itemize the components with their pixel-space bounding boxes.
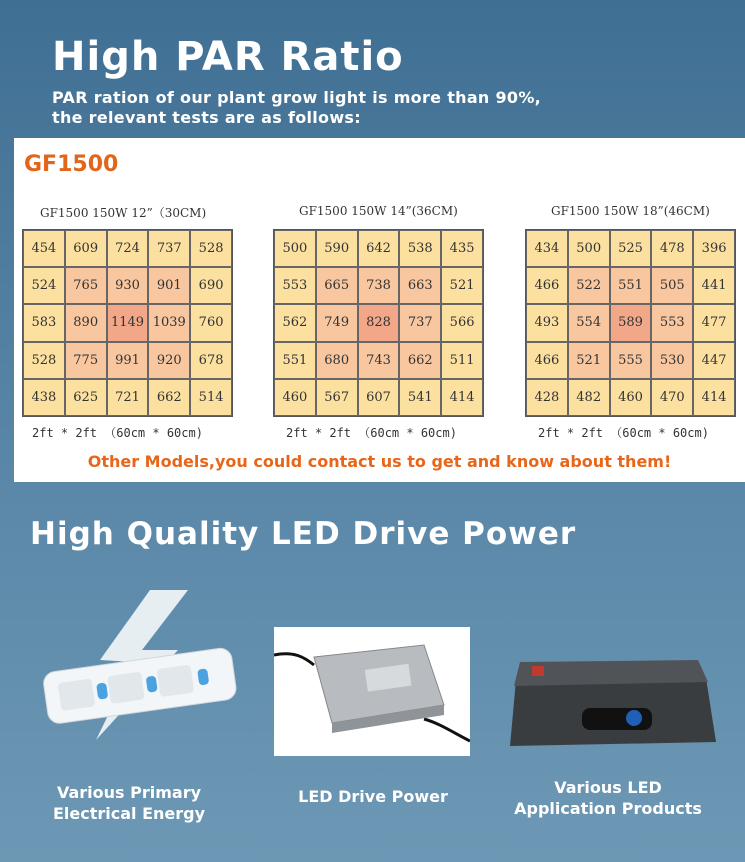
table-cell: 434 bbox=[526, 230, 568, 267]
table-cell: 538 bbox=[399, 230, 441, 267]
contact-note: Other Models,you could contact us to get and know about them! bbox=[87, 452, 672, 471]
led-product-image bbox=[508, 650, 723, 755]
table-cell: 562 bbox=[274, 304, 316, 341]
table-cell: 521 bbox=[441, 267, 483, 304]
table-cell: 721 bbox=[107, 379, 149, 416]
table-cell: 583 bbox=[23, 304, 65, 341]
table-cell: 528 bbox=[23, 342, 65, 379]
table-cell: 414 bbox=[441, 379, 483, 416]
table-cell: 414 bbox=[693, 379, 735, 416]
table-cell: 493 bbox=[526, 304, 568, 341]
table-cell: 663 bbox=[399, 267, 441, 304]
table-cell: 920 bbox=[148, 342, 190, 379]
table-cell: 466 bbox=[526, 267, 568, 304]
table-cell: 438 bbox=[23, 379, 65, 416]
subtitle-line-2: the relevant tests are as follows: bbox=[52, 108, 361, 127]
par-table-36cm bbox=[273, 229, 484, 417]
products-label: Various LED Application Products bbox=[514, 778, 702, 818]
table-footer: 2ft * 2ft （60cm * 60cm) bbox=[538, 426, 709, 440]
table-cell: 528 bbox=[190, 230, 232, 267]
table-cell: 460 bbox=[274, 379, 316, 416]
table-cell: 447 bbox=[693, 342, 735, 379]
table-caption: GF1500 150W 14”(36CM) bbox=[299, 204, 458, 218]
table-cell: 743 bbox=[358, 342, 400, 379]
table-cell: 466 bbox=[526, 342, 568, 379]
table-cell: 760 bbox=[190, 304, 232, 341]
table-cell: 737 bbox=[399, 304, 441, 341]
table-cell: 678 bbox=[190, 342, 232, 379]
table-cell: 930 bbox=[107, 267, 149, 304]
table-cell: 567 bbox=[316, 379, 358, 416]
table-cell: 749 bbox=[316, 304, 358, 341]
table-cell: 738 bbox=[358, 267, 400, 304]
table-cell: 609 bbox=[65, 230, 107, 267]
table-cell: 522 bbox=[568, 267, 610, 304]
table-cell: 555 bbox=[610, 342, 652, 379]
table-cell: 680 bbox=[316, 342, 358, 379]
table-cell: 396 bbox=[693, 230, 735, 267]
table-cell: 530 bbox=[651, 342, 693, 379]
table-cell: 775 bbox=[65, 342, 107, 379]
table-cell: 460 bbox=[610, 379, 652, 416]
table-cell: 428 bbox=[526, 379, 568, 416]
table-cell: 890 bbox=[65, 304, 107, 341]
table-cell: 590 bbox=[316, 230, 358, 267]
table-cell: 665 bbox=[316, 267, 358, 304]
par-table-30cm bbox=[22, 229, 233, 417]
table-cell: 1149 bbox=[107, 304, 149, 341]
led-driver-photo bbox=[274, 627, 470, 756]
table-cell: 828 bbox=[358, 304, 400, 341]
table-cell: 478 bbox=[651, 230, 693, 267]
section-title: High Quality LED Drive Power bbox=[30, 516, 577, 552]
table-cell: 524 bbox=[23, 267, 65, 304]
table-cell: 690 bbox=[190, 267, 232, 304]
table-cell: 482 bbox=[568, 379, 610, 416]
power-strip-image bbox=[38, 590, 238, 750]
par-test-panel bbox=[14, 138, 745, 482]
table-cell: 454 bbox=[23, 230, 65, 267]
table-cell: 553 bbox=[274, 267, 316, 304]
page-title: High PAR Ratio bbox=[52, 34, 404, 80]
table-footer: 2ft * 2ft （60cm * 60cm) bbox=[32, 426, 203, 440]
table-cell: 991 bbox=[107, 342, 149, 379]
table-cell: 435 bbox=[441, 230, 483, 267]
table-cell: 589 bbox=[610, 304, 652, 341]
table-cell: 607 bbox=[358, 379, 400, 416]
table-cell: 642 bbox=[358, 230, 400, 267]
table-cell: 477 bbox=[693, 304, 735, 341]
table-caption: GF1500 150W 18”(46CM) bbox=[551, 204, 710, 218]
table-cell: 500 bbox=[568, 230, 610, 267]
table-cell: 1039 bbox=[148, 304, 190, 341]
table-cell: 554 bbox=[568, 304, 610, 341]
table-cell: 511 bbox=[441, 342, 483, 379]
par-table-46cm bbox=[525, 229, 736, 417]
table-cell: 505 bbox=[651, 267, 693, 304]
table-cell: 724 bbox=[107, 230, 149, 267]
table-cell: 470 bbox=[651, 379, 693, 416]
table-cell: 551 bbox=[610, 267, 652, 304]
table-cell: 625 bbox=[65, 379, 107, 416]
table-cell: 662 bbox=[399, 342, 441, 379]
table-cell: 566 bbox=[441, 304, 483, 341]
subtitle-line-1: PAR ration of our plant grow light is more than 90%, bbox=[52, 88, 542, 107]
energy-label: Various Primary Electrical Energy bbox=[52, 783, 206, 823]
table-cell: 541 bbox=[399, 379, 441, 416]
table-cell: 553 bbox=[651, 304, 693, 341]
table-cell: 765 bbox=[65, 267, 107, 304]
table-cell: 737 bbox=[148, 230, 190, 267]
table-cell: 514 bbox=[190, 379, 232, 416]
table-cell: 500 bbox=[274, 230, 316, 267]
model-name: GF1500 bbox=[24, 152, 119, 177]
table-footer: 2ft * 2ft （60cm * 60cm) bbox=[286, 426, 457, 440]
table-cell: 441 bbox=[693, 267, 735, 304]
table-cell: 551 bbox=[274, 342, 316, 379]
table-cell: 521 bbox=[568, 342, 610, 379]
table-cell: 525 bbox=[610, 230, 652, 267]
table-cell: 662 bbox=[148, 379, 190, 416]
table-cell: 901 bbox=[148, 267, 190, 304]
table-caption: GF1500 150W 12”（30CM) bbox=[40, 206, 207, 220]
driver-label: LED Drive Power bbox=[298, 787, 448, 806]
